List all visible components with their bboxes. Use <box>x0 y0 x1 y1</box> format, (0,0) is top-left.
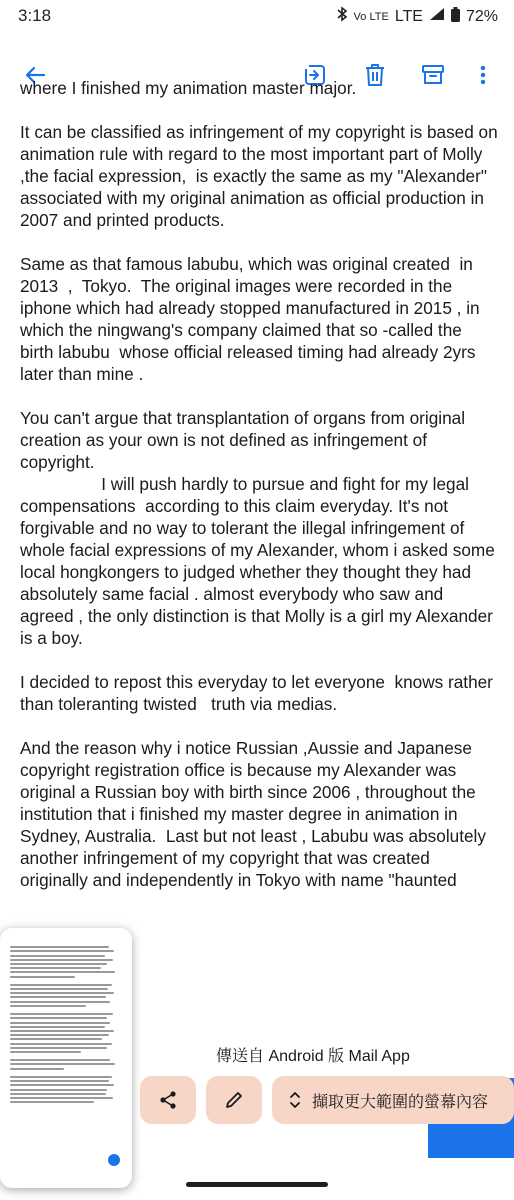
thumbnail-line <box>10 976 75 978</box>
thumbnail-line <box>10 1059 110 1061</box>
thumbnail-line <box>10 971 115 973</box>
pencil-icon <box>224 1090 244 1110</box>
thumbnail-line <box>10 1034 109 1036</box>
thumbnail-line <box>10 1076 112 1078</box>
thumbnail-line <box>10 1038 102 1040</box>
battery-icon <box>451 7 460 27</box>
email-paragraph: It can be classified as infringement of my copyright is based on animation rule with regard to the most important part of Molly ,the facial expression, is exactly the same as my "Alexander" associated with my original animation as official production in 2007 and printed products. <box>20 122 503 230</box>
share-icon <box>158 1090 178 1110</box>
thumbnail-line <box>10 1089 107 1091</box>
thumbnail-line <box>10 1030 114 1032</box>
thumbnail-line <box>10 1093 106 1095</box>
signal-icon <box>429 7 445 26</box>
screenshot-thumbnail[interactable] <box>0 928 132 1188</box>
thumbnail-line <box>10 1101 94 1103</box>
volte-label: Vo LTE <box>353 10 389 23</box>
thumbnail-line <box>10 996 106 998</box>
status-indicators <box>336 6 498 27</box>
thumbnail-line <box>10 984 112 986</box>
thumbnail-fab <box>108 1154 120 1166</box>
thumbnail-line <box>10 959 113 961</box>
screenshot-action-bar <box>132 1068 514 1200</box>
thumbnail-line <box>10 1013 113 1015</box>
gesture-nav-handle[interactable] <box>186 1182 328 1187</box>
status-bar <box>0 0 514 34</box>
status-time: 3:18 <box>18 6 52 25</box>
email-paragraph: And the reason why i notice Russian ,Aussie and Japanese copyright registration office is because my Alexander was original a Russian boy with birth since 2006 , throughout the institution that i finished my master degree in animation in Sydney, Australia. Last but not least , Labubu was absolutely another infringement of my copyright that was created originally and independently in Tokyo with name "haunted <box>20 738 491 890</box>
thumbnail-line <box>10 967 101 969</box>
thumbnail-line <box>10 1084 114 1086</box>
email-paragraph: I decided to repost this everyday to let everyone knows rather than toleranting twisted truth via medias. <box>20 672 498 714</box>
capture-more-label: 擷取更大範圍的螢幕內容 <box>312 1093 489 1111</box>
thumbnail-line <box>10 1022 110 1024</box>
thumbnail-line <box>10 1001 110 1003</box>
thumbnail-line <box>10 1080 109 1082</box>
bluetooth-icon <box>336 6 348 27</box>
thumbnail-line <box>10 988 108 990</box>
thumbnail-line <box>10 1068 64 1070</box>
thumbnail-line <box>10 1043 112 1045</box>
edit-button[interactable] <box>206 1076 262 1124</box>
thumbnail-header <box>0 928 132 944</box>
thumbnail-line <box>10 1005 86 1007</box>
thumbnail-line <box>10 963 107 965</box>
expand-vertical-icon <box>288 1090 302 1110</box>
share-button[interactable] <box>140 1076 196 1124</box>
thumbnail-line <box>10 992 114 994</box>
capture-more-button[interactable] <box>272 1076 514 1124</box>
email-body <box>20 78 503 930</box>
thumbnail-line <box>10 1051 81 1053</box>
email-paragraph-cut: where I finished my animation master major. <box>20 78 357 98</box>
thumbnail-line <box>10 1026 105 1028</box>
thumbnail-line <box>10 955 105 957</box>
thumbnail-line <box>10 950 114 952</box>
thumbnail-text-lines <box>0 946 132 1103</box>
thumbnail-line <box>10 946 109 948</box>
email-signature: 傳送自 Android 版 Mail App <box>216 1048 410 1065</box>
thumbnail-line <box>10 1017 107 1019</box>
email-paragraph: You can't argue that transplantation of organs from original creation as your own is not defined as infringement of copyright. I will push hardly to pursue and fight for my legal compensations according to this claim everyday. It's not forgivable and no way to tolerant the illegal infringement of whole facial expressions of my Alexander, whom i asked some local hongkongers to judged whether they thought they had absolutely same facial . almost everybody who saw and agreed , the only distinction is that Molly is a girl my Alexander is a boy. <box>20 408 495 648</box>
lte-label: LTE <box>394 7 423 25</box>
thumbnail-line <box>10 1097 113 1099</box>
battery-percent: 72% <box>465 7 498 25</box>
thumbnail-line <box>10 1063 115 1065</box>
email-paragraph: Same as that famous labubu, which was original created in 2013 , Tokyo. The original images were recorded in the iphone which had already stopped manufactured in 2015 , in which the ningwang's company claimed that so -called the birth labubu whose official released timing had already 2yrs later than mine . <box>20 254 485 384</box>
thumbnail-line <box>10 1047 107 1049</box>
